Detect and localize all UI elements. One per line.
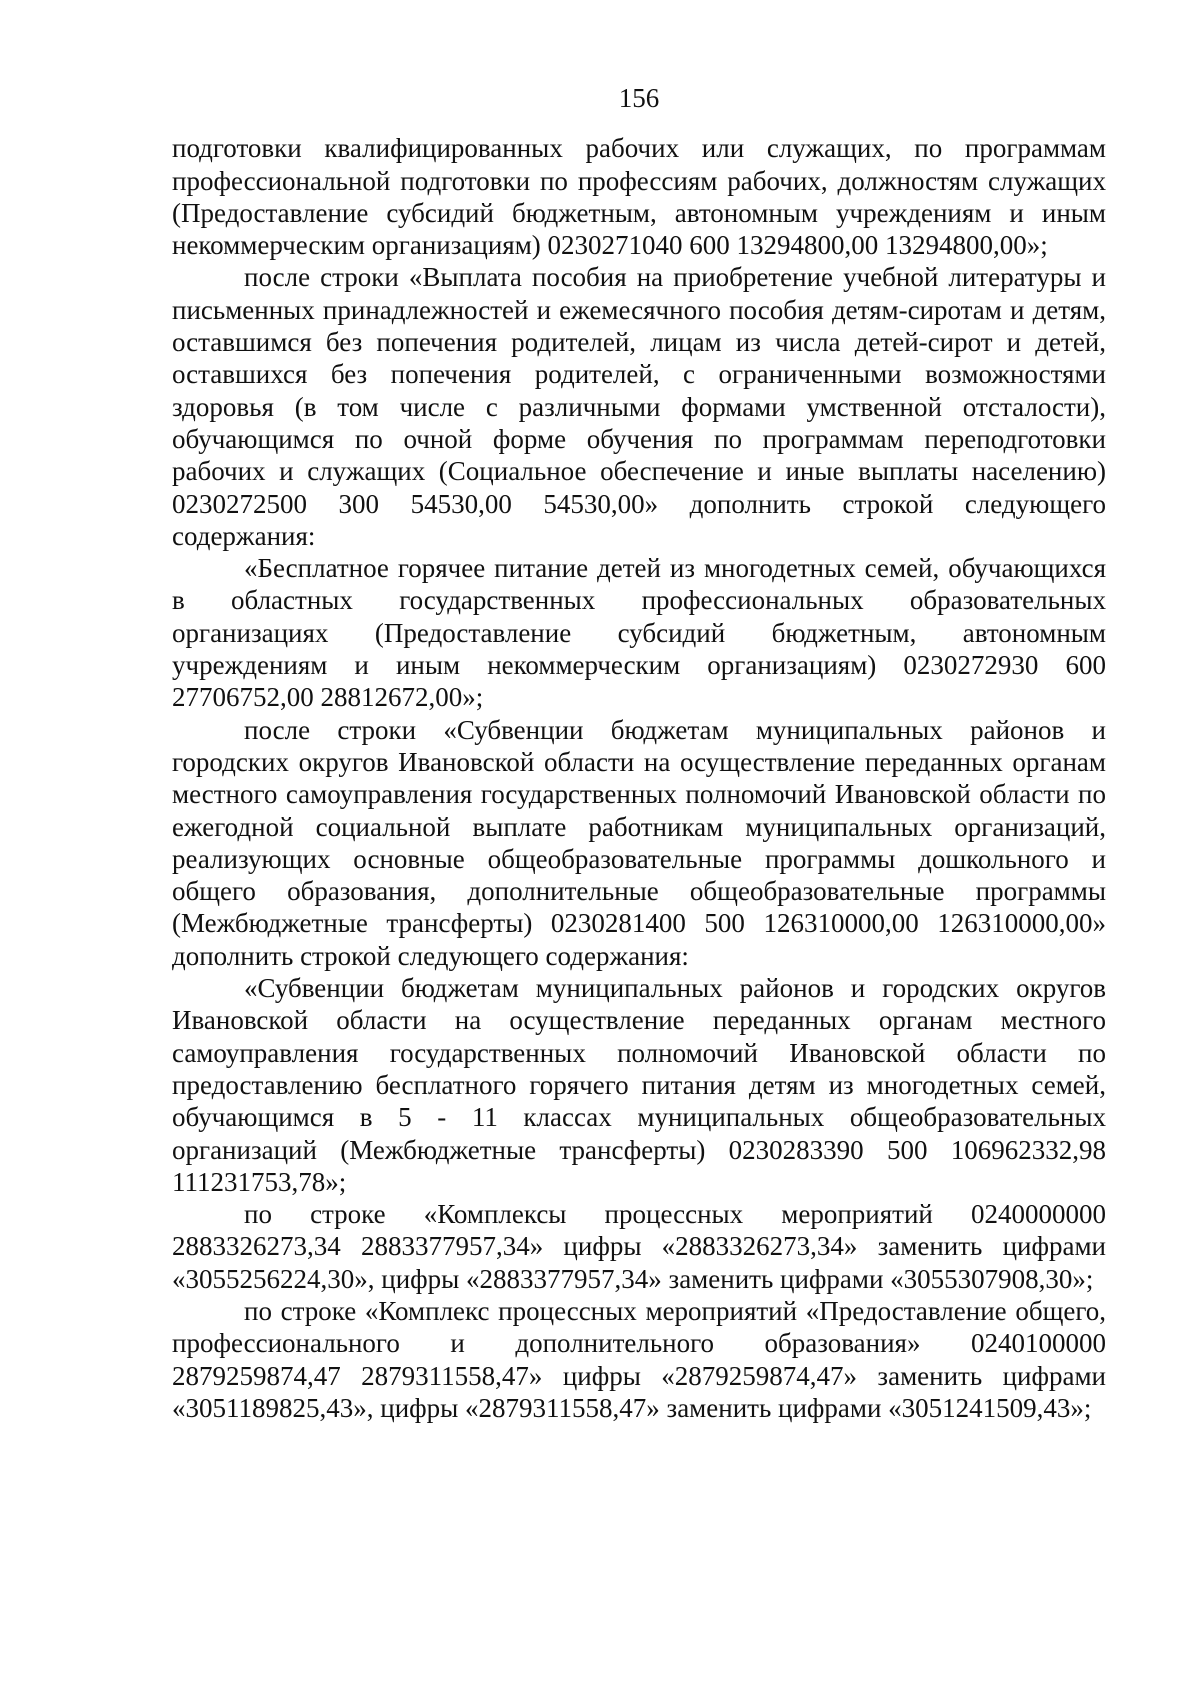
paragraph-free-hot-meals: «Бесплатное горячее питание детей из многодетных семей, обучающихся в областных государственных профессиональных образовательных организациях (Предоставление субсидий бюджетным, автономным учреждениям и иным некоммерческим организациям) 0230272930 600 27706752,00 28812672,00»; xyxy=(172,553,1106,713)
page-number: 156 xyxy=(618,83,660,113)
paragraph-process-complexes: по строке «Комплексы процессных мероприятий 0240000000 2883326273,34 2883377957,34» цифры «2883326273,34» заменить цифрами «3055256224,30», цифры «2883377957,34» заменить цифрами «3055307908,30»; xyxy=(172,1199,1106,1294)
paragraph-continuation: подготовки квалифицированных рабочих или служащих, по программам профессиональной подготовки по профессиям рабочих, должностям служащих (Предоставление субсидий бюджетным, автономным учреждениям и иным некоммерческим организациям) 0230271040 600 13294800,00 13294800,00»; xyxy=(172,133,1106,261)
paragraph-process-complex-education: по строке «Комплекс процессных мероприятий «Предоставление общего, профессионального и дополнительного образования» 0240100000 2879259874,47 2879311558,47» цифры «2879259874,47» заменить цифрами «3051189825,43», цифры «2879311558,47» заменить цифрами «3051241509,43»; xyxy=(172,1295,1106,1423)
document-page xyxy=(172,82,1106,1424)
paragraph-after-row-benefit: после строки «Выплата пособия на приобретение учебной литературы и письменных принадлежностей и ежемесячного пособия детям-сиротам и детям, оставшимся без попечения родителей, лицам из числа детей-сирот и детей, оставшихся без попечения родителей, с ограниченными возможностями здоровья (в том числе с различными формами умственной отсталости), обучающимся по очной форме обучения по программам переподготовки рабочих и служащих (Социальное обеспечение и иные выплаты населению) 0230272500 300 54530,00 54530,00» дополнить строкой следующего содержания: xyxy=(172,262,1106,551)
paragraph-subventions-hot-meals: «Субвенции бюджетам муниципальных районов и городских округов Ивановской области на осуществление переданных органам местного самоуправления государственных полномочий Ивановской области по предоставлению бесплатного горячего питания детям из многодетных семей, обучающимся в 5 - 11 классах муниципальных общеобразовательных организаций (Межбюджетные трансферты) 0230283390 500 106962332,98 111231753,78»; xyxy=(172,973,1106,1197)
paragraph-after-row-subventions: после строки «Субвенции бюджетам муниципальных районов и городских округов Ивановской области на осуществление переданных органам местного самоуправления государственных полномочий Ивановской области по ежегодной социальной выплате работникам муниципальных организаций, реализующих основные общеобразовательные программы дошкольного и общего образования, дополнительные общеобразовательные программы (Межбюджетные трансферты) 0230281400 500 126310000,00 126310000,00» дополнить строкой следующего содержания: xyxy=(172,714,1106,971)
